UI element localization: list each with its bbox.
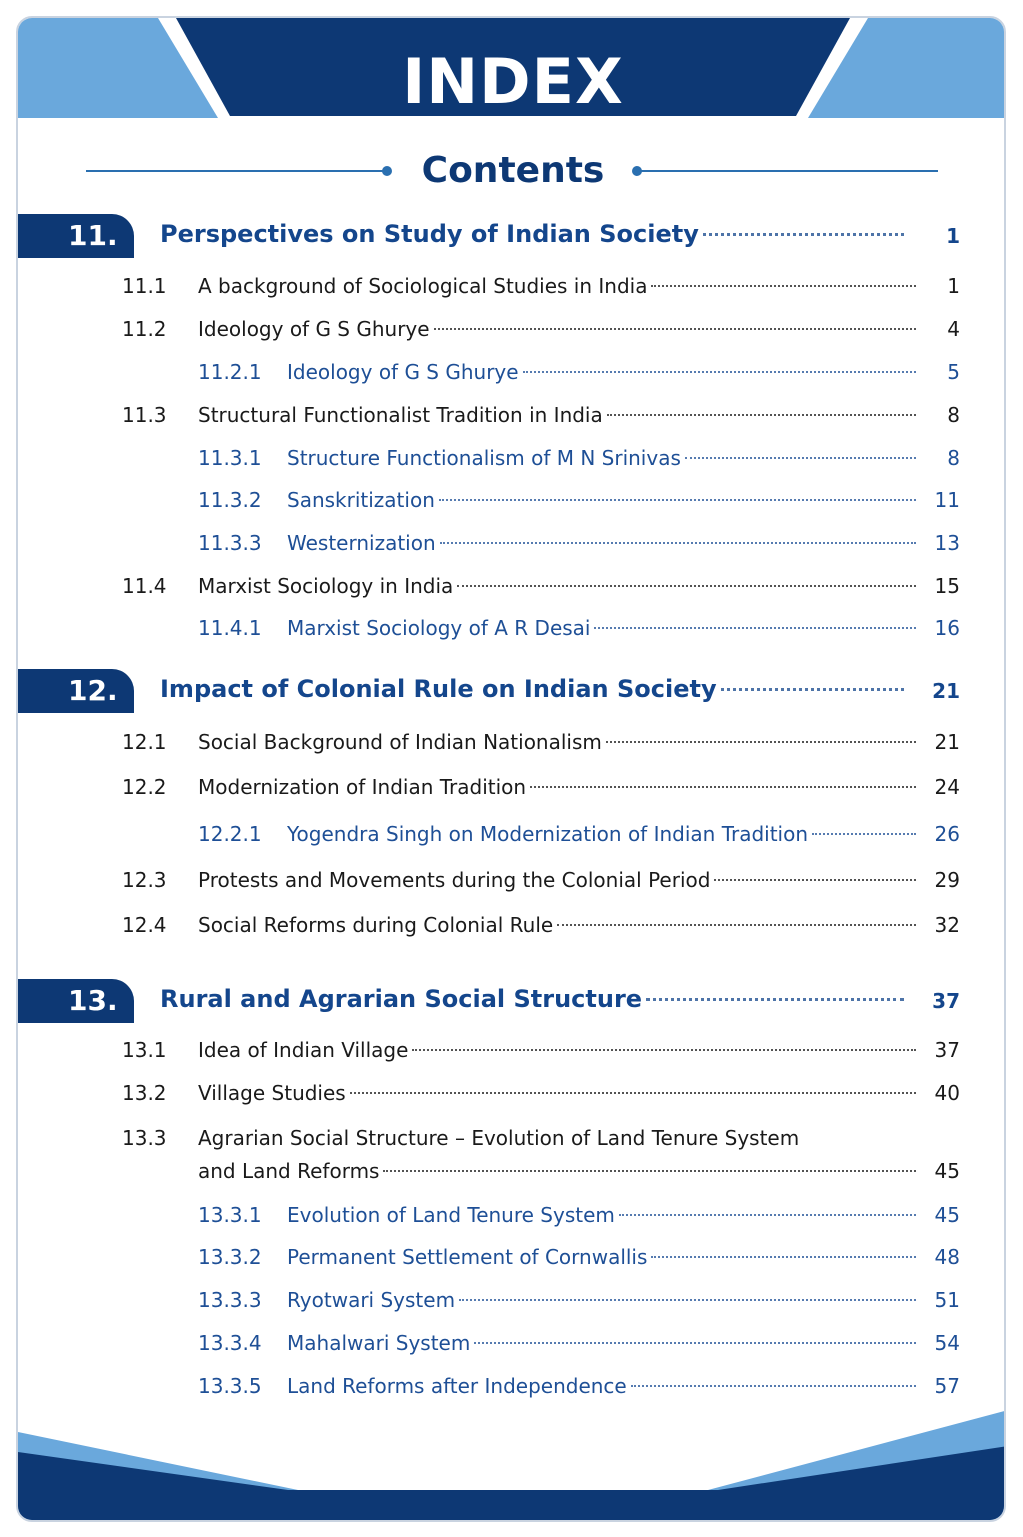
entry-page-number: 26 bbox=[934, 822, 960, 846]
chapter-title: Impact of Colonial Rule on Indian Society bbox=[160, 675, 717, 703]
chapter-page-number: 21 bbox=[932, 679, 960, 703]
toc-entry-11-3-2[interactable] bbox=[18, 480, 1006, 520]
entry-page-number: 54 bbox=[934, 1331, 960, 1355]
entry-title-continued: and Land Reforms bbox=[198, 1159, 380, 1183]
entry-page-number: 45 bbox=[934, 1203, 960, 1227]
entry-page-number: 32 bbox=[934, 913, 960, 937]
entry-number: 12.1 bbox=[122, 730, 167, 754]
entry-page-number: 48 bbox=[934, 1245, 960, 1269]
entry-title: Ideology of G S Ghurye bbox=[198, 317, 430, 341]
dot-leader bbox=[619, 1214, 916, 1216]
entry-title: Modernization of Indian Tradition bbox=[198, 775, 527, 799]
entry-title-wrap bbox=[198, 266, 924, 306]
entry-title-wrap bbox=[287, 352, 924, 392]
entry-number: 11.1 bbox=[122, 274, 167, 298]
entry-title-wrap bbox=[287, 523, 924, 563]
entry-title-wrap bbox=[198, 1030, 924, 1070]
entry-title-wrap bbox=[287, 1280, 924, 1320]
entry-number: 12.2 bbox=[122, 775, 167, 799]
entry-number: 13.3.2 bbox=[198, 1245, 262, 1269]
entry-title: Idea of Indian Village bbox=[198, 1038, 409, 1062]
entry-title-wrap bbox=[198, 566, 924, 606]
entry-page-number: 51 bbox=[934, 1288, 960, 1312]
dot-leader bbox=[607, 414, 916, 416]
entry-title: Village Studies bbox=[198, 1081, 346, 1105]
entry-title: Agrarian Social Structure – Evolution of Land Tenure System bbox=[198, 1126, 800, 1150]
entry-title-wrap bbox=[287, 1323, 924, 1363]
entry-title: Marxist Sociology in India bbox=[198, 574, 454, 598]
dot-leader bbox=[439, 499, 916, 501]
dot-leader bbox=[434, 328, 916, 330]
dot-leader bbox=[606, 741, 916, 743]
dot-leader bbox=[651, 1256, 916, 1258]
toc-entry-13-3-2[interactable] bbox=[18, 1237, 1006, 1277]
entry-number: 11.3.1 bbox=[198, 446, 262, 470]
entry-number: 11.3 bbox=[122, 403, 167, 427]
entry-title: Marxist Sociology of A R Desai bbox=[287, 616, 591, 640]
dot-leader bbox=[646, 998, 904, 1001]
entry-title: Ideology of G S Ghurye bbox=[287, 360, 519, 384]
dot-leader bbox=[631, 1385, 916, 1387]
toc-entry-12-2[interactable] bbox=[18, 767, 1006, 807]
entry-number: 13.3 bbox=[122, 1126, 167, 1150]
toc-entry-13-3[interactable] bbox=[18, 1118, 1006, 1194]
entry-number: 11.4.1 bbox=[198, 616, 262, 640]
entry-number: 13.2 bbox=[122, 1081, 167, 1105]
entry-title: Mahalwari System bbox=[287, 1331, 471, 1355]
chapter-11-heading[interactable] bbox=[18, 214, 1006, 260]
dot-leader bbox=[714, 879, 916, 881]
entry-title: Social Background of Indian Nationalism bbox=[198, 730, 602, 754]
toc-entry-13-3-4[interactable] bbox=[18, 1323, 1006, 1363]
dot-leader bbox=[594, 627, 916, 629]
toc-entry-11-4[interactable] bbox=[18, 566, 1006, 606]
toc-entry-11-3[interactable] bbox=[18, 395, 1006, 435]
entry-page-number: 40 bbox=[934, 1081, 960, 1105]
footer-banner bbox=[18, 1410, 1006, 1520]
toc-entry-13-3-1[interactable] bbox=[18, 1195, 1006, 1235]
entry-title-wrap bbox=[198, 767, 924, 807]
entry-title: Evolution of Land Tenure System bbox=[287, 1203, 615, 1227]
entry-title-wrap bbox=[198, 395, 924, 435]
chapter-number-badge: 12. bbox=[18, 669, 134, 713]
entry-page-number: 15 bbox=[934, 574, 960, 598]
chapter-title-wrap bbox=[160, 214, 912, 254]
entry-title-wrap bbox=[198, 860, 924, 900]
entry-page-number: 1 bbox=[947, 274, 960, 298]
index-page bbox=[16, 16, 1006, 1522]
entry-title: Permanent Settlement of Cornwallis bbox=[287, 1245, 648, 1269]
chapter-13-heading[interactable] bbox=[18, 979, 1006, 1025]
toc-entry-12-2-1[interactable] bbox=[18, 814, 1006, 854]
toc-entry-11-3-1[interactable] bbox=[18, 438, 1006, 478]
entry-page-number: 4 bbox=[947, 317, 960, 341]
toc-entry-12-4[interactable] bbox=[18, 905, 1006, 945]
entry-title: Yogendra Singh on Modernization of Indian Tradition bbox=[287, 822, 809, 846]
entry-title: Structural Functionalist Tradition in India bbox=[198, 403, 603, 427]
toc-entry-11-3-3[interactable] bbox=[18, 523, 1006, 563]
entry-page-number: 5 bbox=[947, 360, 960, 384]
entry-title-wrap bbox=[198, 905, 924, 945]
entry-title-wrap bbox=[287, 1366, 924, 1406]
entry-number: 11.2 bbox=[122, 317, 167, 341]
entry-title-wrap bbox=[198, 1073, 924, 1113]
entry-title: Protests and Movements during the Colonial Period bbox=[198, 868, 711, 892]
chapter-page-number: 1 bbox=[946, 224, 960, 248]
entry-title-wrap bbox=[198, 722, 924, 762]
entry-title: Social Reforms during Colonial Rule bbox=[198, 913, 554, 937]
dot-leader bbox=[703, 233, 904, 236]
entry-title: Ryotwari System bbox=[287, 1288, 456, 1312]
dot-leader bbox=[812, 833, 916, 835]
entry-number: 13.3.3 bbox=[198, 1288, 262, 1312]
entry-page-number: 29 bbox=[934, 868, 960, 892]
toc-entry-11-1[interactable] bbox=[18, 266, 1006, 306]
toc-entry-13-3-5[interactable] bbox=[18, 1366, 1006, 1406]
entry-page-number: 11 bbox=[934, 488, 960, 512]
entry-page-number: 16 bbox=[934, 616, 960, 640]
entry-number: 11.4 bbox=[122, 574, 167, 598]
entry-title-wrap bbox=[287, 814, 924, 854]
dot-leader bbox=[412, 1049, 916, 1051]
toc-entry-13-2[interactable] bbox=[18, 1073, 1006, 1113]
chapter-title-wrap bbox=[160, 669, 912, 709]
entry-page-number: 37 bbox=[934, 1038, 960, 1062]
dot-leader bbox=[685, 457, 916, 459]
contents-right-rule bbox=[638, 170, 938, 172]
entry-number: 12.4 bbox=[122, 913, 167, 937]
dot-leader bbox=[651, 285, 916, 287]
index-title: INDEX bbox=[402, 45, 624, 118]
entry-title: Sanskritization bbox=[287, 488, 435, 512]
entry-page-number: 8 bbox=[947, 446, 960, 470]
entry-page-number: 8 bbox=[947, 403, 960, 427]
entry-title-wrap bbox=[287, 1195, 924, 1235]
entry-title-wrap bbox=[287, 608, 924, 648]
toc-entry-11-4-1[interactable] bbox=[18, 608, 1006, 648]
entry-number: 13.3.1 bbox=[198, 1203, 262, 1227]
dot-leader bbox=[457, 585, 916, 587]
dot-leader bbox=[383, 1170, 916, 1172]
toc-entry-12-3[interactable] bbox=[18, 860, 1006, 900]
entry-page-number: 57 bbox=[934, 1374, 960, 1398]
entry-page-number: 13 bbox=[934, 531, 960, 555]
toc-entry-12-1[interactable] bbox=[18, 722, 1006, 762]
dot-leader bbox=[350, 1092, 916, 1094]
entry-number: 12.3 bbox=[122, 868, 167, 892]
entry-title: Structure Functionalism of M N Srinivas bbox=[287, 446, 681, 470]
entry-title: A background of Sociological Studies in India bbox=[198, 274, 648, 298]
contents-title: Contents bbox=[421, 150, 605, 191]
entry-title-wrap bbox=[198, 1151, 924, 1191]
entry-number: 12.2.1 bbox=[198, 822, 262, 846]
entry-number: 13.3.4 bbox=[198, 1331, 262, 1355]
toc-entry-13-1[interactable] bbox=[18, 1030, 1006, 1070]
contents-heading-row bbox=[18, 146, 1006, 196]
entry-title: Westernization bbox=[287, 531, 436, 555]
dot-leader bbox=[557, 924, 916, 926]
entry-number: 11.3.3 bbox=[198, 531, 262, 555]
entry-page-number: 24 bbox=[934, 775, 960, 799]
dot-leader bbox=[474, 1342, 916, 1344]
chapter-title: Rural and Agrarian Social Structure bbox=[160, 985, 643, 1013]
entry-number: 13.3.5 bbox=[198, 1374, 262, 1398]
entry-number: 11.2.1 bbox=[198, 360, 262, 384]
entry-title-wrap bbox=[198, 309, 924, 349]
entry-title-wrap bbox=[287, 480, 924, 520]
dot-leader bbox=[440, 542, 916, 544]
dot-leader bbox=[523, 371, 916, 373]
chapter-12-heading[interactable] bbox=[18, 669, 1006, 715]
toc-entry-11-2[interactable] bbox=[18, 309, 1006, 349]
entry-number: 13.1 bbox=[122, 1038, 167, 1062]
entry-title-wrap bbox=[287, 438, 924, 478]
entry-page-number: 45 bbox=[934, 1159, 960, 1183]
chapter-number-badge: 13. bbox=[18, 979, 134, 1023]
toc-entry-13-3-3[interactable] bbox=[18, 1280, 1006, 1320]
entry-title-wrap bbox=[287, 1237, 924, 1277]
chapter-number-badge: 11. bbox=[18, 214, 134, 258]
toc-entry-11-2-1[interactable] bbox=[18, 352, 1006, 392]
chapter-title-wrap bbox=[160, 979, 912, 1019]
entry-title: Land Reforms after Independence bbox=[287, 1374, 627, 1398]
dot-leader bbox=[459, 1299, 916, 1301]
entry-page-number: 21 bbox=[934, 730, 960, 754]
chapter-title: Perspectives on Study of Indian Society bbox=[160, 220, 699, 248]
entry-number: 11.3.2 bbox=[198, 488, 262, 512]
dot-leader bbox=[721, 688, 904, 691]
chapter-page-number: 37 bbox=[932, 989, 960, 1013]
dot-leader bbox=[530, 786, 916, 788]
